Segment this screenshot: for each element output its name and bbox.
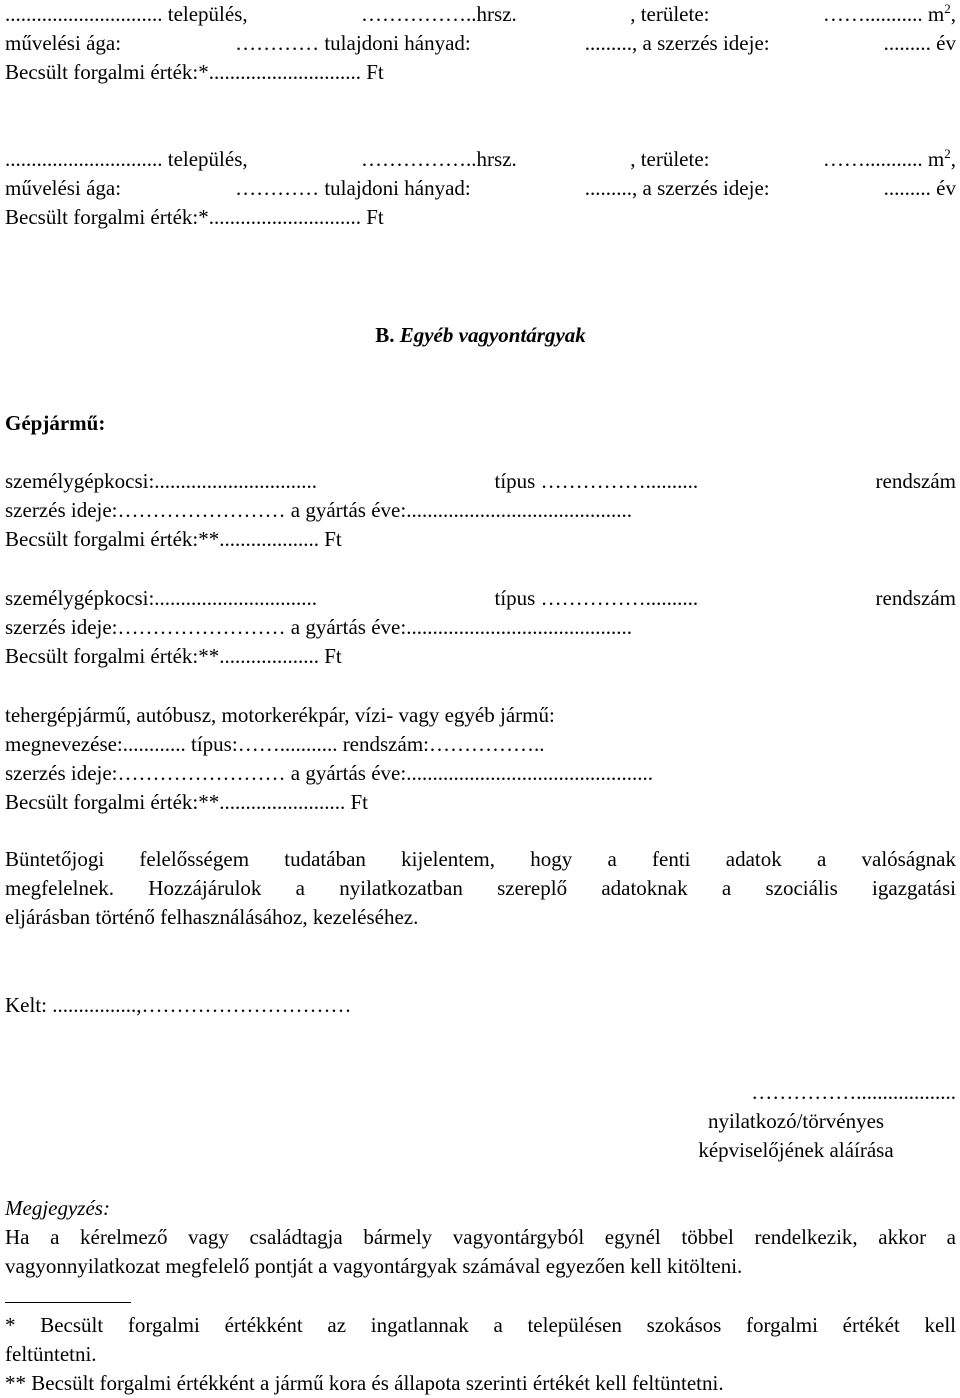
property-block-1 xyxy=(5,0,956,87)
plate-label: rendszám xyxy=(875,469,956,493)
area-label: , területe: xyxy=(630,147,710,171)
signature-dots[interactable]: ……………................... xyxy=(751,1080,956,1104)
car-1-line-2 xyxy=(5,496,956,525)
footnote-2: ** Becsült forgalmi értékként a jármű kora és állapota szerinti értékét kell feltüntetni. xyxy=(5,1371,724,1395)
declaration-line-3: eljárásban történő felhasználásához, kezeléséhez. xyxy=(5,905,419,929)
car-2-line-3 xyxy=(5,642,956,671)
note-line-1: Ha a kérelmező vagy családtagja bármely vagyontárgyból egynél többel rendelkezik, akkor a xyxy=(5,1225,956,1249)
year-field[interactable]: ......... év xyxy=(883,176,956,200)
estimated-value-field[interactable]: Becsült forgalmi érték:**................... Ft xyxy=(5,527,342,551)
property-1-line-2 xyxy=(5,29,956,58)
lot-number-field[interactable]: ……………..hrsz. xyxy=(361,147,517,171)
note-line-2: vagyonnyilatkozat megfelelő pontját a vagyontárgyak számával egyezően kell kitölteni. xyxy=(5,1254,743,1278)
ownership-share-field[interactable]: ………… tulajdoni hányad: xyxy=(235,176,471,200)
declaration-line-2: megfelelnek. Hozzájárulok a nyilatkozatban szereplő adatoknak a szociális igazgatási xyxy=(5,876,956,900)
estimated-value-field[interactable]: Becsült forgalmi érték:*............................. Ft xyxy=(5,60,384,84)
other-vehicle-intro: tehergépjármű, autóbusz, motorkerékpár, vízi- vagy egyéb jármű: xyxy=(5,703,555,727)
ownership-share-field[interactable]: ………… tulajdoni hányad: xyxy=(235,31,471,55)
property-block-2 xyxy=(5,145,956,232)
area-label: , területe: xyxy=(630,2,710,26)
property-2-line-1 xyxy=(5,145,956,174)
other-vehicle-line-1 xyxy=(5,730,956,759)
type-field[interactable]: típus …………….......... xyxy=(494,469,699,493)
property-2-line-3 xyxy=(5,203,956,232)
property-2-line-2 xyxy=(5,174,956,203)
date-place-field[interactable]: ................,………………………… xyxy=(52,993,352,1017)
footnote-divider xyxy=(5,1302,956,1303)
signature-label-1: nyilatkozó/törvényes xyxy=(707,1109,885,1133)
car-block-2 xyxy=(5,584,956,671)
date-place-row xyxy=(5,991,956,1020)
footnote-1-line-1: * Becsült forgalmi értékként az ingatlannak a településen szokásos forgalmi értékét kell xyxy=(5,1313,956,1337)
declaration-line-1: Büntetőjogi felelősségem tudatában kijelentem, hogy a fenti adatok a valóságnak xyxy=(5,847,956,871)
other-vehicle-line-2 xyxy=(5,759,956,788)
vehicle-heading: Gépjármű: xyxy=(5,411,106,435)
acquisition-date-field[interactable]: ........., a szerzés ideje: xyxy=(584,31,770,55)
note-body xyxy=(5,1223,956,1281)
note-heading: Megjegyzés: xyxy=(5,1196,110,1220)
name-type-plate-field[interactable]: megnevezése:............ típus:……........... rendszám:…………….. xyxy=(5,732,545,756)
cultivation-field[interactable]: művelési ága: xyxy=(5,31,122,55)
car-2-line-1 xyxy=(5,584,956,613)
lot-number-field[interactable]: ……………..hrsz. xyxy=(361,2,517,26)
car-field[interactable]: személygépkocsi:............................... xyxy=(5,469,318,493)
declaration-paragraph xyxy=(5,845,956,932)
footnote-1-line-2: feltüntetni. xyxy=(5,1342,97,1366)
property-1-line-1 xyxy=(5,0,956,29)
date-place-label: Kelt: xyxy=(5,993,53,1017)
car-1-line-3 xyxy=(5,525,956,554)
estimated-value-field[interactable]: Becsült forgalmi érték:**........................ Ft xyxy=(5,790,368,814)
car-block-1 xyxy=(5,467,956,554)
section-b-title: B. Egyéb vagyontárgyak xyxy=(375,323,586,347)
acquisition-year-field[interactable]: szerzés ideje:…………………… a gyártás éve:............................................... xyxy=(5,761,653,785)
car-1-line-1 xyxy=(5,467,956,496)
area-field[interactable]: ……........... $m^2$, xyxy=(822,146,956,171)
type-field[interactable]: típus …………….......... xyxy=(494,586,699,610)
cultivation-field[interactable]: művelési ága: xyxy=(5,176,122,200)
area-field[interactable]: ……........... $m^2$, xyxy=(822,1,956,26)
other-vehicle-line-3 xyxy=(5,788,956,817)
year-field[interactable]: ......... év xyxy=(883,31,956,55)
settlement-field[interactable]: .............................. település, xyxy=(5,147,248,171)
property-1-line-3 xyxy=(5,58,956,87)
signature-label-2: képviselőjének aláírása xyxy=(698,1138,894,1162)
estimated-value-field[interactable]: Becsült forgalmi érték:**................... Ft xyxy=(5,644,342,668)
footnotes xyxy=(5,1311,956,1398)
plate-label: rendszám xyxy=(875,586,956,610)
other-vehicle-block xyxy=(5,701,956,817)
acquisition-year-field[interactable]: szerzés ideje:…………………… a gyártás éve:........................................... xyxy=(5,498,632,522)
settlement-field[interactable]: .............................. település, xyxy=(5,2,248,26)
acquisition-year-field[interactable]: szerzés ideje:…………………… a gyártás éve:........................................... xyxy=(5,615,632,639)
car-2-line-2 xyxy=(5,613,956,642)
estimated-value-field[interactable]: Becsült forgalmi érték:*............................. Ft xyxy=(5,205,384,229)
acquisition-date-field[interactable]: ........., a szerzés ideje: xyxy=(584,176,770,200)
footnote-rule xyxy=(5,1302,131,1303)
car-field[interactable]: személygépkocsi:............................... xyxy=(5,586,318,610)
